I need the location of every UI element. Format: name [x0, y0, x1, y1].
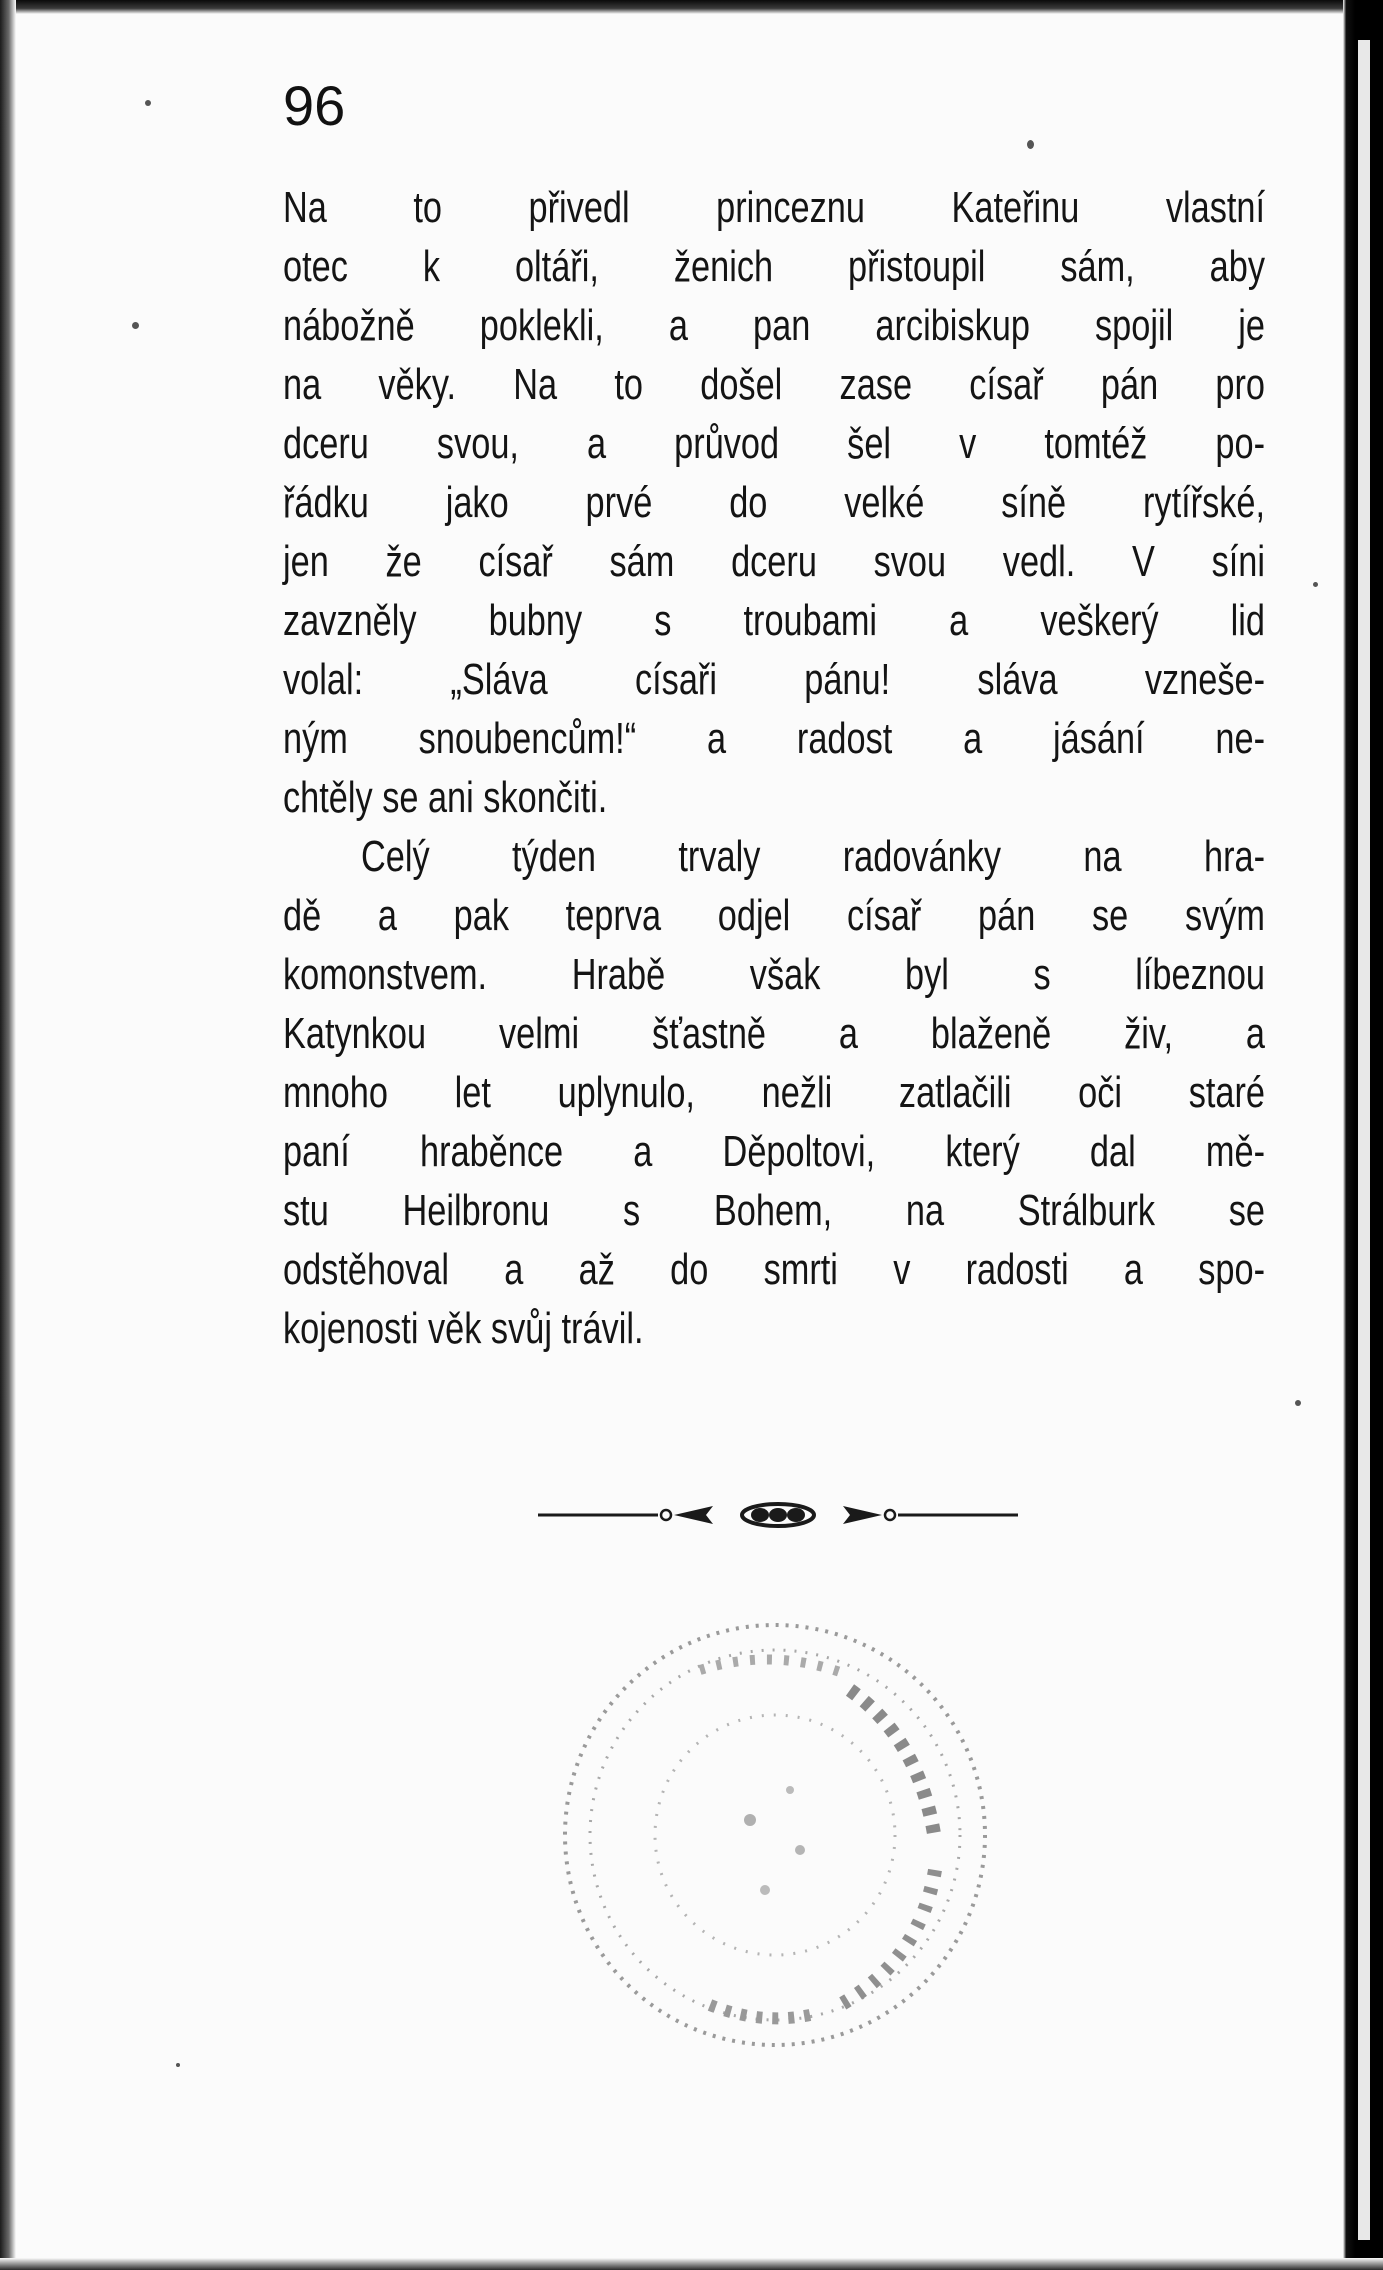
page-number: 96 — [283, 74, 346, 137]
library-stamp — [550, 1610, 1000, 2060]
text-line: Katynkou velmi šťastně a blaženě živ, a — [283, 1009, 1266, 1058]
text-line: dě a pak teprva odjel císař pán se svým — [283, 891, 1266, 940]
scan-speck — [1027, 140, 1034, 149]
text-line: Na to přivedl princeznu Kateřinu vlastní — [283, 183, 1266, 232]
text-line: dceru svou, a průvod šel v tomtéž po- — [283, 419, 1266, 468]
scan-speck — [145, 100, 151, 106]
page-edge-bottom — [0, 2258, 1383, 2270]
body-text — [283, 178, 1265, 1358]
text-line: odstěhoval a až do smrti v radosti a spo- — [283, 1245, 1266, 1294]
text-line: Celý týden trvaly radovánky na hra- — [361, 832, 1266, 881]
text-line: kojenosti věk svůj trávil. — [283, 1304, 644, 1353]
text-line: nábožně poklekli, a pan arcibiskup spojil je — [283, 301, 1266, 350]
text-line: mnoho let uplynulo, nežli zatlačili oči staré — [283, 1068, 1266, 1117]
text-line: stu Heilbronu s Bohem, na Strálburk se — [283, 1186, 1266, 1235]
text-line: otec k oltáři, ženich přistoupil sám, aby — [283, 242, 1266, 291]
page-edge-top — [0, 0, 1383, 14]
text-line: volal: „Sláva císaři pánu! sláva vzneše- — [283, 655, 1266, 704]
ornament-divider — [538, 1490, 1018, 1540]
scan-speck — [176, 2063, 180, 2067]
scan-speck — [1295, 1400, 1301, 1406]
text-line: komonstvem. Hrabě však byl s líbeznou — [283, 950, 1266, 999]
text-line: ným snoubencům!“ a radost a jásání ne- — [283, 714, 1266, 763]
page-edge-left — [0, 0, 16, 2270]
scan-speck — [132, 322, 139, 329]
text-line: paní hraběnce a Děpoltovi, který dal mě- — [283, 1127, 1266, 1176]
text-line: na věky. Na to došel zase císař pán pro — [283, 360, 1266, 409]
scan-speck — [1313, 582, 1318, 587]
page-edge-right-margin — [1358, 40, 1370, 2240]
text-line: jen že císař sám dceru svou vedl. V síni — [283, 537, 1266, 586]
text-line: zavzněly bubny s troubami a veškerý lid — [283, 596, 1266, 645]
text-line: chtěly se ani skončiti. — [283, 773, 608, 822]
text-line: řádku jako prvé do velké síně rytířské, — [283, 478, 1266, 527]
